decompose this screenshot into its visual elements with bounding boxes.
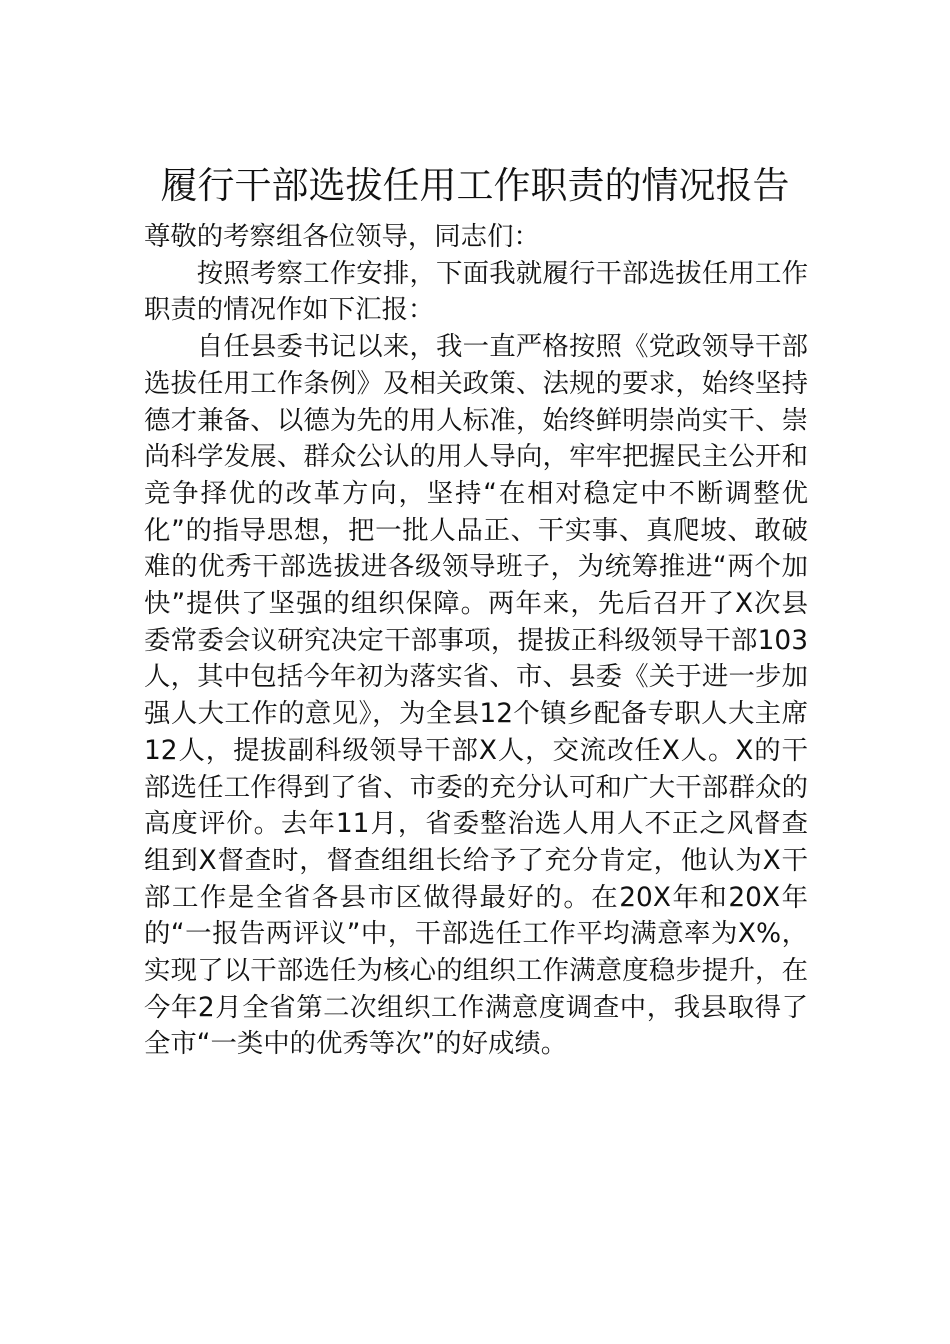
document-body xyxy=(144,219,808,1063)
salutation: 尊敬的考察组各位领导，同志们： xyxy=(144,221,540,252)
intro-paragraph: 按照考察工作安排，下面我就履行干部选拔任用工作职责的情况作如下汇报： xyxy=(144,257,808,326)
document-title: 履行干部选拔任用工作职责的情况报告 xyxy=(160,164,790,207)
body-paragraph: 自任县委书记以来，我一直严格按照《党政领导干部选拔任用工作条例》及相关政策、法规的要求，始终坚持德才兼备、以德为先的用人标准，始终鲜明崇尚实干、崇尚科学发展、群众公认的用人导向，牢牢把握民主公开和竞争择优的改革方向，坚持“在相对稳定中不断调整优化”的指导思想，把一批人品正、干实事、真爬坡、敢破难的优秀干部选拔进各级领导班子，为统筹推进“两个加快”提供了坚强的组织保障。两年来，先后召开了X次县委常委会议研究决定干部事项，提拔正科级领导干部103人，其中包括今年初为落实省、市、县委《关于进一步加强人大工作的意见》，为全县12个镇乡配备专职人大主席12人，提拔副科级领导干部X人，交流改任X人。X的干部选任工作得到了省、市委的充分认可和广大干部群众的高度评价。去年11月，省委整治选人用人不正之风督查组到X督查时，督查组组长给予了充分肯定，他认为X干部工作是全省各县市区做得最好的。在20X年和20X年的“一报告两评议”中，干部选任工作平均满意率为X%，实现了以干部选任为核心的组织工作满意度稳步提升，在今年2月全省第二次组织工作满意度调查中，我县取得了全市“一类中的优秀等次”的好成绩。 xyxy=(144,331,808,1060)
